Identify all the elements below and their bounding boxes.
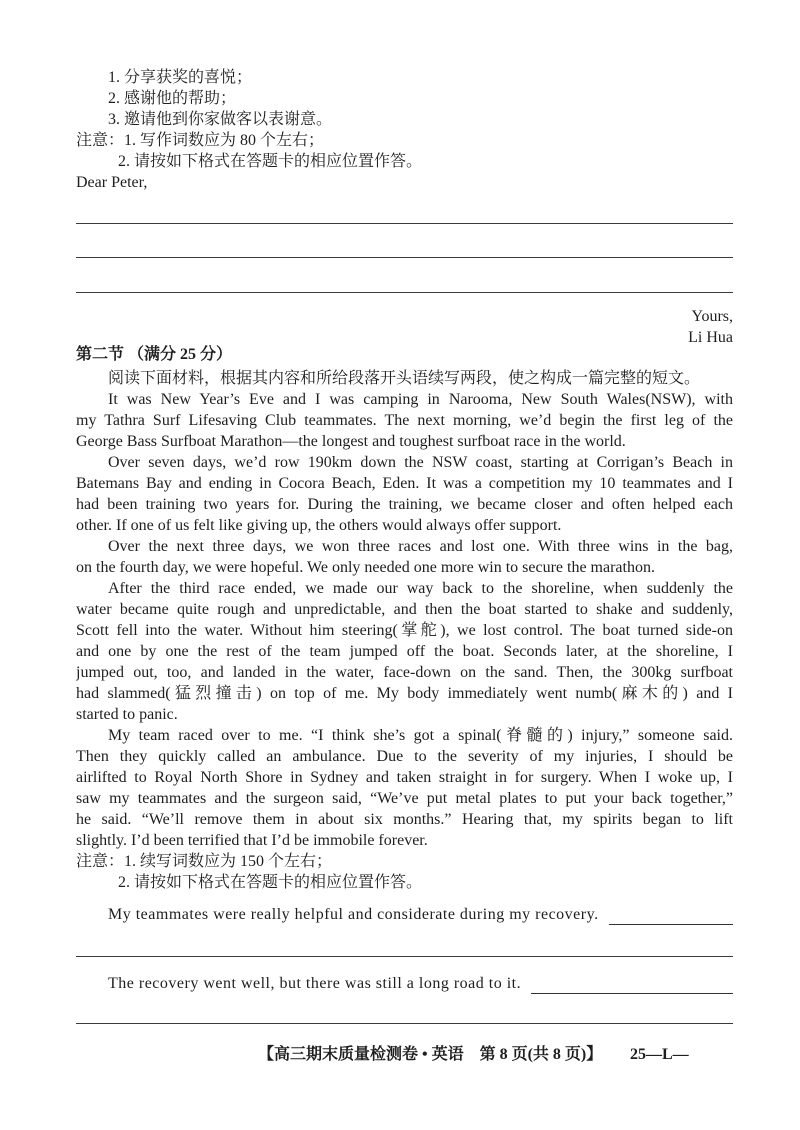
passage-line: It was New Year’s Eve and I was camping in Narooma, New South Wales(NSW), with [108, 391, 733, 408]
passage-line: and one by one the rest of the team jumped off the boat. Seconds later, at the shoreline, I [76, 643, 733, 660]
passage-line: George Bass Surfboat Marathon—the longest and toughest surfboat race in the world. [76, 433, 626, 450]
passage-line: Batemans Bay and ending in Cocora Beach, Eden. It was a competition my 10 teammates and I [76, 475, 733, 492]
passage-line: he said. “We’ll remove them in about six months.” Hearing that, my spirits began to lift [76, 811, 733, 828]
passage-paragraph-3 [76, 536, 733, 578]
answer-line-4 [76, 956, 733, 957]
passage-line: After the third race ended, we made our way back to the shoreline, when suddenly the [108, 580, 733, 597]
writing-task-block [76, 67, 733, 193]
writing-note-2: 2. 请按如下格式在答题卡的相应位置作答。 [118, 153, 423, 170]
footer-code: 25—L— [630, 1046, 689, 1063]
continuation-prompt-2 [108, 973, 733, 994]
passage-line: Then they quickly called an ambulance. Due to the severity of my injuries, I should be [76, 748, 733, 765]
passage-line: had slammed(猛烈撞击) on top of me. My body immediately went numb(麻木的) and I [76, 685, 733, 702]
answer-line-5 [76, 1023, 733, 1024]
paragraph-opening-2: The recovery went well, but there was still a long road to it. [108, 975, 522, 992]
answer-line-3 [76, 292, 733, 293]
passage-paragraph-4 [76, 578, 733, 725]
passage-line: slightly. I’d been terrified that I’d be immobile forever. [76, 832, 428, 849]
task-point-1: 1. 分享获奖的喜悦； [108, 69, 253, 86]
task-point-2: 2. 感谢他的帮助； [108, 90, 237, 107]
passage-line: on the fourth day, we were hopeful. We only needed one more win to secure the marathon. [76, 559, 655, 576]
continuation-note-2: 2. 请按如下格式在答题卡的相应位置作答。 [118, 874, 423, 891]
passage-line: Over seven days, we’d row 190km down the NSW coast, starting at Corrigan’s Beach in [108, 454, 733, 471]
paragraph-opening-1: My teammates were really helpful and considerate during my recovery. [108, 906, 599, 923]
passage-line: had been training two years for. During the training, we became closer and often helped each [76, 496, 733, 513]
passage-line: airlifted to Royal North Shore in Sydney and taken straight in for surgery. When I woke up, I [76, 769, 733, 786]
continuation-prompt-1 [108, 904, 733, 925]
passage-line: water became quite rough and unpredictable, and then the boat started to shake and suddenly, [76, 601, 733, 618]
section-instruction: 阅读下面材料，根据其内容和所给段落开头语续写两段，使之构成一篇完整的短文。 [108, 370, 701, 387]
writing-note-1: 注意：1. 写作词数应为 80 个左右； [76, 132, 325, 149]
answer-blank-1 [609, 908, 733, 925]
passage-line: My team raced over to me. “I think she’s got a spinal(脊髓的) injury,” someone said. [108, 727, 733, 744]
reading-passage [76, 389, 733, 893]
letter-salutation: Dear Peter, [76, 174, 148, 191]
letter-closing: Yours, [691, 308, 733, 325]
passage-line: Over the next three days, we won three races and lost one. With three wins in the bag, [108, 538, 733, 555]
passage-paragraph-2 [76, 452, 733, 536]
passage-line: saw my teammates and the surgeon said, “We’ve put metal plates to put your back together,” [76, 790, 733, 807]
answer-line-2 [76, 257, 733, 258]
task-point-3: 3. 邀请他到你家做客以表谢意。 [108, 111, 333, 128]
section-heading: 第二节 （满分 25 分） [76, 346, 233, 363]
passage-line: my Tathra Surf Lifesaving Club teammates. The next morning, we’d begin the first leg of the [76, 412, 733, 429]
footer-title: 【高三期末质量检测卷 • 英语 第 8 页(共 8 页)】 [258, 1046, 603, 1063]
passage-line: Scott fell into the water. Without him steering(掌舵), we lost control. The boat turned side-on [76, 622, 733, 639]
passage-line: other. If one of us felt like giving up, the others would always offer support. [76, 517, 562, 534]
passage-line: jumped out, too, and landed in the water, face-down on the sand. Then, the 300kg surfboat [76, 664, 733, 681]
passage-paragraph-1 [76, 389, 733, 452]
answer-line-1 [76, 223, 733, 224]
letter-signature: Li Hua [688, 329, 733, 346]
answer-blank-2 [531, 977, 733, 994]
continuation-note-1: 注意：1. 续写词数应为 150 个左右； [76, 853, 333, 870]
passage-paragraph-5 [76, 725, 733, 851]
passage-line: started to panic. [76, 706, 178, 723]
